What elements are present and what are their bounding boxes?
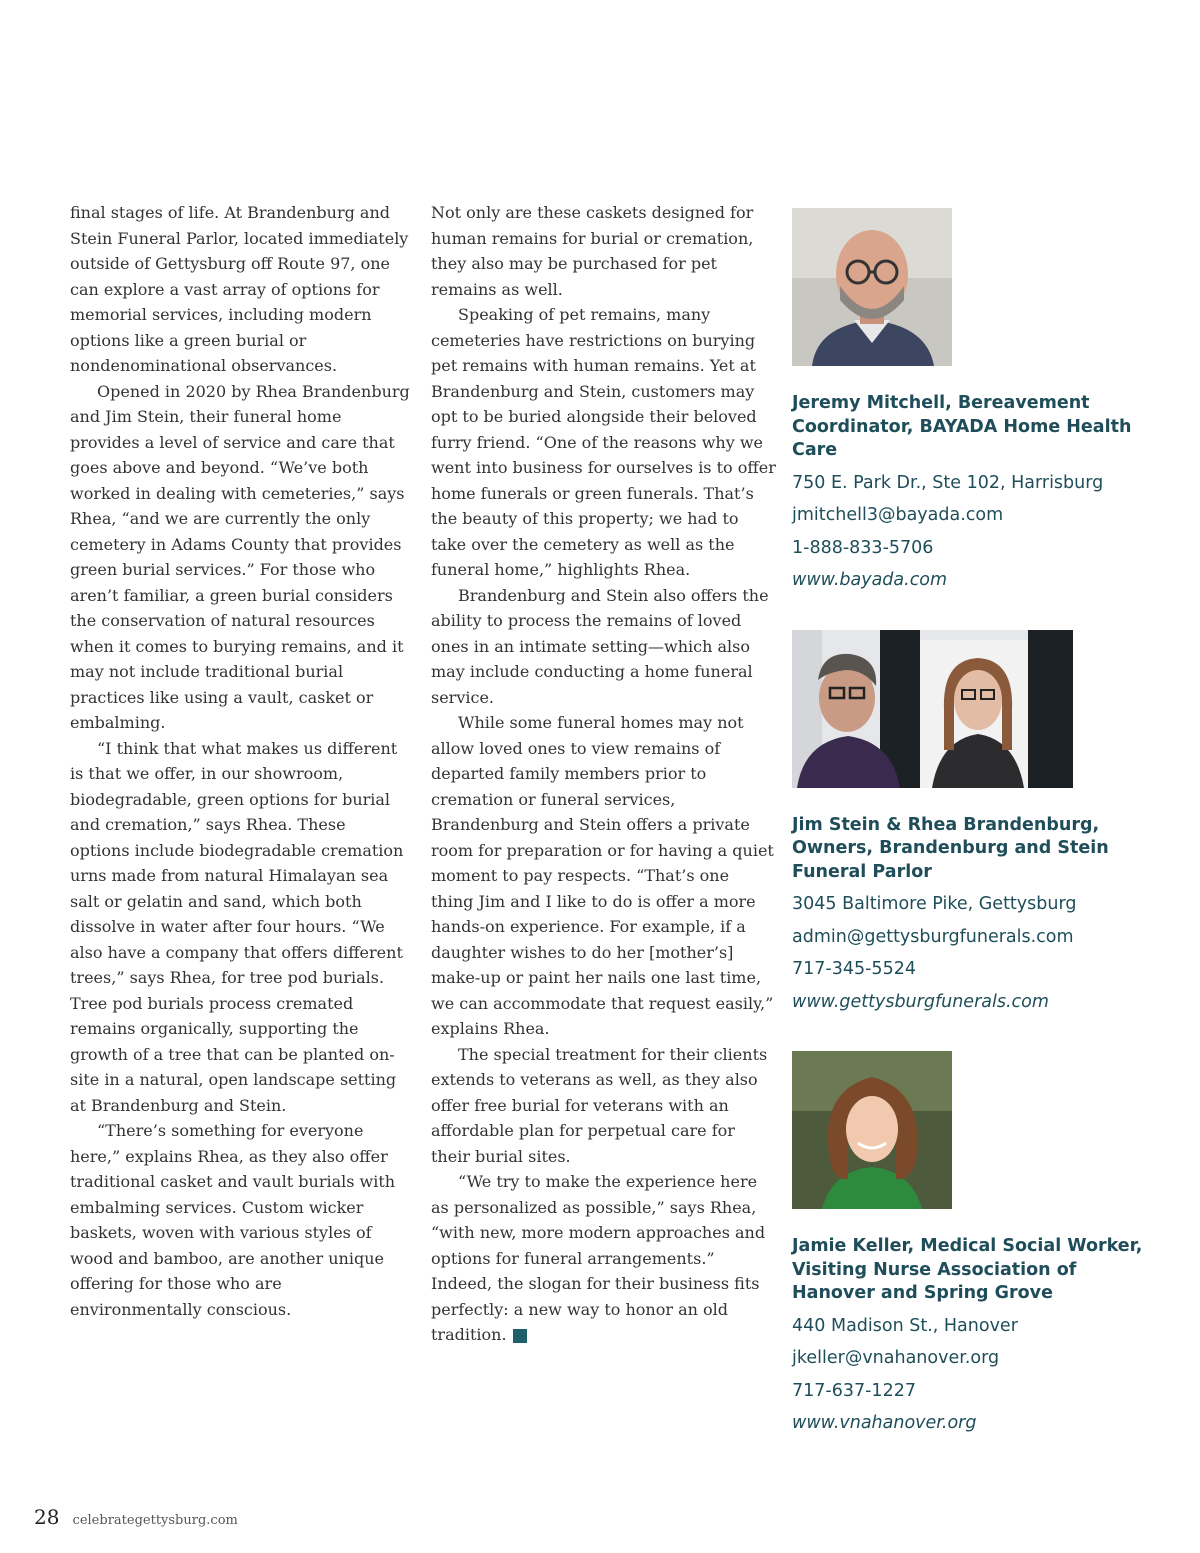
paragraph: Opened in 2020 by Rhea Brandenburg and Jim Stein, their funeral home provides a level of service and care that goes above and beyond. “We’ve both worked in dealing with cemeteries,” says Rhea, “and we are currently the only cemetery in Adams County that provides green burial services.” For those who aren’t familiar, a green burial considers the conservation of natural resources when it comes to burying remains, and it may not include traditional burial practices like using a vault, casket or embalming. bbox=[70, 381, 410, 732]
contact-card bbox=[792, 630, 1162, 1019]
contact-phone[interactable]: 717-345-5524 bbox=[792, 959, 916, 979]
paragraph: Not only are these caskets designed for human remains for burial or cremation, they also may be purchased for pet remains as well. bbox=[431, 203, 754, 299]
contact-name: Jeremy Mitchell, Bereavement Coordinator, BAYADA Home Health Care bbox=[792, 393, 1132, 460]
page-number: 28 bbox=[34, 1505, 60, 1529]
portrait-photo bbox=[792, 1051, 952, 1209]
article-column-2 bbox=[431, 200, 776, 1348]
paragraph: “There’s something for everyone here,” explains Rhea, as they also offer traditional casket and vault burials with embalming services. Custom wicker baskets, woven with various styles of wood and bamboo, are another unique offering for those who are environmentally conscious. bbox=[70, 1121, 396, 1319]
paragraph-final bbox=[431, 1169, 776, 1348]
end-of-article-icon: G bbox=[513, 1329, 527, 1343]
contact-name: Jamie Keller, Medical Social Worker, Visiting Nurse Association of Hanover and Spring Grove bbox=[792, 1236, 1143, 1303]
contact-address: 3045 Baltimore Pike, Gettysburg bbox=[792, 894, 1077, 914]
contact-address: 440 Madison St., Hanover bbox=[792, 1315, 1018, 1336]
contact-phone[interactable]: 717-637-1227 bbox=[792, 1380, 916, 1401]
paragraph: final stages of life. At Brandenburg and Stein Funeral Parlor, located immediately outside of Gettysburg off Route 97, one can explore a vast array of options for memorial services, including modern options like a green burial or nondenominational observances. bbox=[70, 203, 409, 375]
contact-phone[interactable]: 1-888-833-5706 bbox=[792, 537, 934, 558]
contact-email[interactable]: admin@gettysburgfunerals.com bbox=[792, 926, 1074, 947]
site-url[interactable]: celebrategettysburg.com bbox=[72, 1513, 238, 1528]
contact-website[interactable]: www.vnahanover.org bbox=[792, 1413, 977, 1433]
contact-address: 750 E. Park Dr., Ste 102, Harrisburg bbox=[792, 472, 1104, 493]
paragraph-text: “We try to make the experience here as personalized as possible,” says Rhea, “with new, more modern approaches and options for funeral arrangements.” Indeed, the slogan for their business fits perfectly: a new way to honor an old tradition. bbox=[431, 1172, 766, 1344]
paragraph: Brandenburg and Stein also offers the ability to process the remains of loved ones in an intimate setting—which also may include conducting a home funeral service. bbox=[431, 585, 769, 707]
contact-website[interactable]: www.gettysburgfunerals.com bbox=[792, 991, 1049, 1012]
paragraph: While some funeral homes may not allow loved ones to view remains of departed family members prior to cremation or funeral services, Brandenburg and Stein offers a private room for preparation or for having a quiet moment to pay respects. “That’s one thing Jim and I like to do is offer a more hands-on experience. For example, if a daughter wishes to do her [mother’s] make-up or paint her nails one last time, we can accommodate that request easily,” explains Rhea. bbox=[431, 713, 774, 1038]
contact-website[interactable]: www.bayada.com bbox=[792, 570, 948, 590]
paragraph: The special treatment for their clients extends to veterans as well, as they also offer free burial for veterans with an affordable plan for perpetual care for their burial sites. bbox=[431, 1044, 768, 1166]
contact-email[interactable]: jkeller@vnahanover.org bbox=[792, 1348, 1000, 1368]
portrait-photo bbox=[792, 208, 952, 366]
page-footer bbox=[34, 1505, 238, 1529]
contact-card bbox=[792, 1051, 1162, 1440]
contact-card bbox=[792, 208, 1162, 597]
contact-email[interactable]: jmitchell3@bayada.com bbox=[792, 505, 1004, 525]
contact-name: Jim Stein & Rhea Brandenburg, Owners, Brandenburg and Stein Funeral Parlor bbox=[792, 814, 1109, 882]
paragraph: Speaking of pet remains, many cemeteries have restrictions on burying pet remains with human remains. Yet at Brandenburg and Stein, customers may opt to be buried alongside their beloved furry friend. “One of the reasons why we went into business for ourselves is to offer home funerals or green funerals. That’s the beauty of this property; we had to take over the cemetery as well as the funeral home,” highlights Rhea. bbox=[431, 305, 776, 579]
portrait-photo bbox=[792, 630, 1073, 788]
paragraph: “I think that what makes us different is that we offer, in our showroom, biodegradable, green options for burial and cremation,” says Rhea. These options include biodegradable cremation urns made from natural Himalayan sea salt or gelatin and sand, which both dissolve in water after four hours. “We also have a company that offers different trees,” says Rhea, for tree pod burials. Tree pod burials process cremated remains organically, supporting the growth of a tree that can be planted on-site in a natural, open landscape setting at Brandenburg and Stein. bbox=[70, 738, 404, 1115]
contacts-sidebar bbox=[792, 208, 1162, 1440]
article-column-1 bbox=[70, 200, 410, 1322]
